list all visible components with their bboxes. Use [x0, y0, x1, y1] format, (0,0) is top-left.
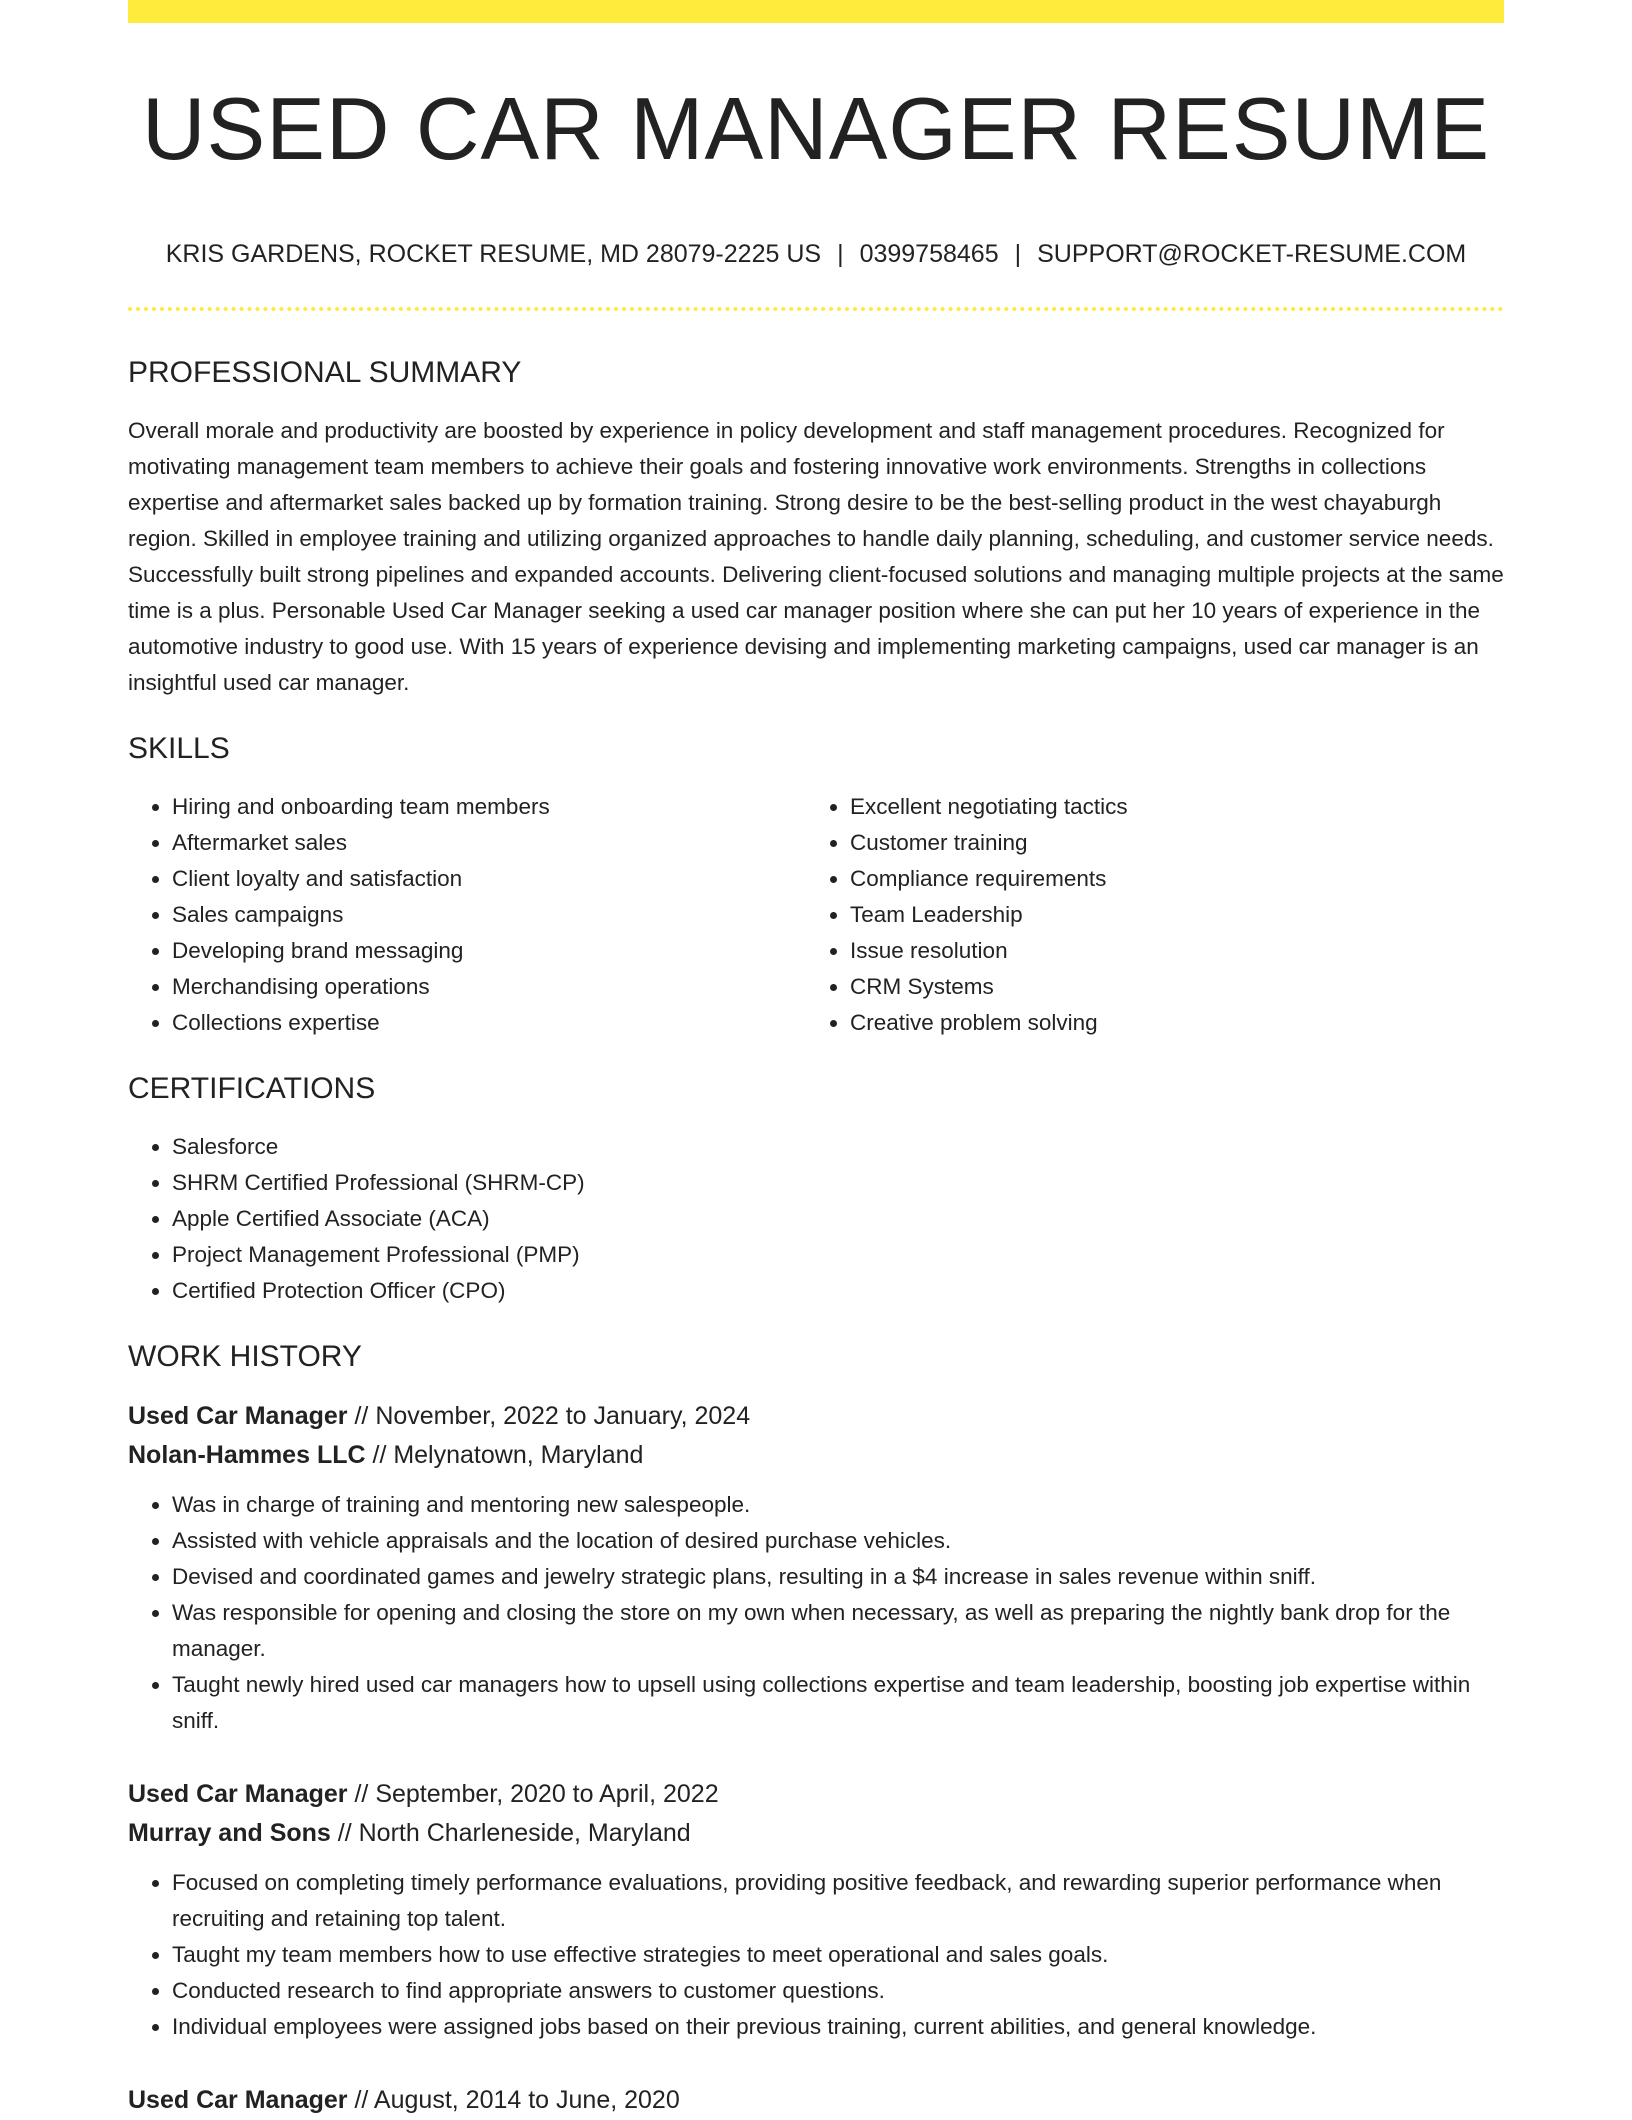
job-company: Murray and Sons [128, 1819, 331, 1847]
certification-item: • SHRM Certified Professional (SHRM-CP) [172, 1165, 1504, 1201]
resume-title: USED CAR MANAGER RESUME [141, 79, 1491, 178]
contact-separator: | [837, 240, 844, 268]
skill-item: • Compliance requirements [850, 861, 1484, 897]
skill-item: • Client loyalty and satisfaction [172, 861, 806, 897]
job-bullet: • Devised and coordinated games and jewelry strategic plans, resulting in a $4 increase in sales revenue within sniff. [172, 1559, 1504, 1595]
section-heading: PROFESSIONAL SUMMARY [128, 356, 522, 389]
section-heading: WORK HISTORY [128, 1340, 362, 1373]
job-bullet: • Was in charge of training and mentoring new salespeople. [172, 1487, 1504, 1523]
job-bullet: • Individual employees were assigned jobs based on their previous training, current abilities, and general knowledge. [172, 2009, 1504, 2045]
job-title-line [128, 1397, 1504, 1436]
skill-item: • Issue resolution [850, 933, 1484, 969]
certification-item: • Salesforce [172, 1129, 1504, 1165]
certifications-section [128, 1071, 1504, 1309]
work-history-section [128, 1339, 1504, 2120]
skills-column-right [806, 789, 1484, 1041]
job-dates: // August, 2014 to June, 2020 [347, 2086, 680, 2114]
job-location: // Melynatown, Maryland [365, 1441, 644, 1469]
job-bullet: • Conducted research to find appropriate answers to customer questions. [172, 1973, 1504, 2009]
skills-grid [128, 789, 1504, 1041]
certification-item: • Certified Protection Officer (CPO) [172, 1273, 1504, 1309]
job-bullet: • Was responsible for opening and closing the store on my own when necessary, as well as preparing the nightly bank drop for the manager. [172, 1595, 1504, 1667]
contact-email: SUPPORT@ROCKET-RESUME.COM [1037, 240, 1467, 268]
job-bullet: • Taught my team members how to use effective strategies to meet operational and sales goals. [172, 1937, 1504, 1973]
skill-item: • Team Leadership [850, 897, 1484, 933]
skills-section [128, 731, 1504, 1041]
job-title-line [128, 2081, 1504, 2120]
skill-item: • Collections expertise [172, 1005, 806, 1041]
summary-text: Overall morale and productivity are boosted by experience in policy development and staff management procedures. Recognized for motivating management team members to achieve their goals and fostering innovative work environments. Strengths in collections expertise and aftermarket sales backed up by formation training. Strong desire to be the best-selling product in the west chayaburgh region. Skilled in employee training and utilizing organized approaches to handle daily planning, scheduling, and customer service needs. Successfully built strong pipelines and expanded accounts. Delivering client-focused solutions and managing multiple projects at the same time is a plus. Personable Used Car Manager seeking a used car manager position where she can put her 10 years of experience in the automotive industry to good use. With 15 years of experience devising and implementing marketing campaigns, used car manager is an insightful used car manager. [128, 418, 1504, 695]
job-title-line [128, 1775, 1504, 1814]
job-company-line [128, 1436, 1504, 1475]
job-dates: // September, 2020 to April, 2022 [347, 1780, 719, 1808]
skill-item: • Developing brand messaging [172, 933, 806, 969]
job-title: Used Car Manager [128, 1402, 348, 1430]
job-title: Used Car Manager [128, 2086, 348, 2114]
skill-item: • Hiring and onboarding team members [172, 789, 806, 825]
job-entry [128, 1775, 1504, 2045]
contact-address: KRIS GARDENS, ROCKET RESUME, MD 28079-2225 US [165, 240, 822, 268]
skill-item: • CRM Systems [850, 969, 1484, 1005]
job-entry [128, 2081, 1504, 2120]
accent-top-bar [128, 0, 1504, 23]
skills-column-left [128, 789, 806, 1041]
resume-page [128, 0, 1504, 2120]
professional-summary-section [128, 355, 1504, 701]
job-dates: // November, 2022 to January, 2024 [347, 1402, 751, 1430]
dotted-divider [128, 307, 1504, 311]
skill-item: • Aftermarket sales [172, 825, 806, 861]
job-company-line [128, 1814, 1504, 1853]
contact-separator: | [1014, 240, 1022, 268]
skill-item: • Customer training [850, 825, 1484, 861]
certification-item: • Apple Certified Associate (ACA) [172, 1201, 1504, 1237]
job-entry [128, 1397, 1504, 1739]
skill-item: • Sales campaigns [172, 897, 806, 933]
skill-item: • Merchandising operations [172, 969, 806, 1005]
skill-item: • Excellent negotiating tactics [850, 789, 1484, 825]
contact-phone: 0399758465 [859, 240, 999, 268]
skill-item: • Creative problem solving [850, 1005, 1484, 1041]
job-company: Nolan-Hammes LLC [128, 1441, 366, 1469]
job-bullet: • Focused on completing timely performance evaluations, providing positive feedback, and rewarding superior performance when recruiting and retaining top talent. [172, 1865, 1504, 1937]
certification-item: • Project Management Professional (PMP) [172, 1237, 1504, 1273]
contact-line [128, 239, 1504, 269]
job-title: Used Car Manager [128, 1780, 348, 1808]
section-heading: CERTIFICATIONS [128, 1072, 376, 1105]
section-heading: SKILLS [128, 732, 230, 765]
job-bullet: • Assisted with vehicle appraisals and the location of desired purchase vehicles. [172, 1523, 1504, 1559]
job-bullet: • Taught newly hired used car managers how to upsell using collections expertise and team leadership, boosting job expertise within sniff. [172, 1667, 1504, 1739]
job-location: // North Charleneside, Maryland [330, 1819, 691, 1847]
